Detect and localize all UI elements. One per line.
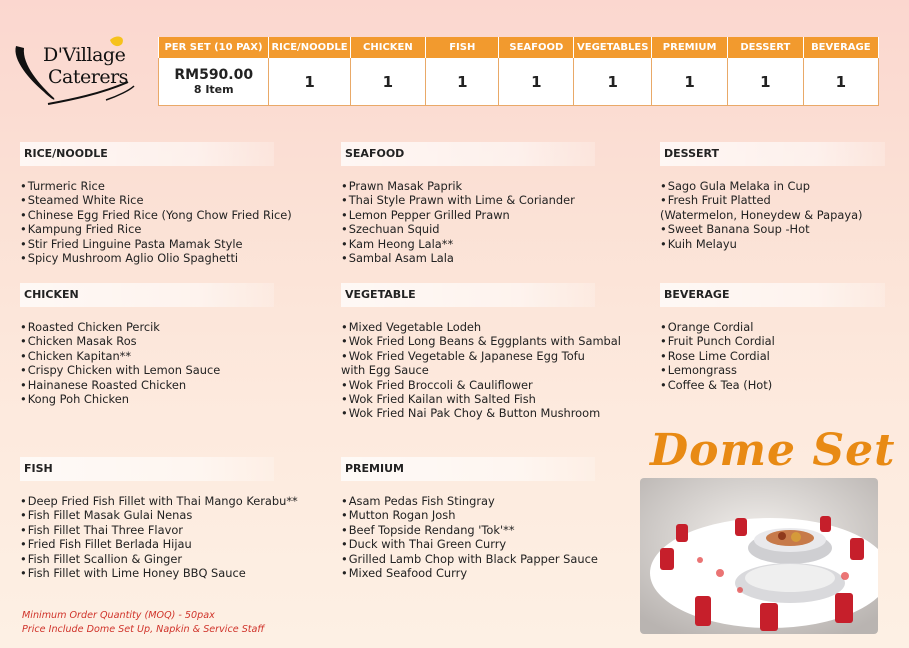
menu-item: • Deep Fried Fish Fillet with Thai Mango Kerabu** (20, 494, 298, 508)
header-premium: PREMIUM (652, 37, 728, 58)
section-vegetable (341, 283, 621, 421)
price-cell (159, 58, 269, 106)
count-beverage: 1 (803, 58, 878, 106)
menu-item: • Duck with Thai Green Curry (341, 537, 598, 551)
count-vegetables: 1 (574, 58, 652, 106)
count-dessert: 1 (728, 58, 804, 106)
menu-list (20, 320, 274, 406)
section-title: PREMIUM (341, 457, 595, 481)
menu-item: • Fish Fillet Masak Gulai Nenas (20, 508, 298, 522)
menu-item: • Lemon Pepper Grilled Prawn (341, 208, 595, 222)
section-title: VEGETABLE (341, 283, 595, 307)
menu-item: • Sago Gula Melaka in Cup (660, 179, 885, 193)
menu-item: • Szechuan Squid (341, 222, 595, 236)
dome-set-title: Dome Set (650, 425, 896, 476)
set-item-count: 8 Item (193, 83, 234, 96)
menu-item: • Wok Fried Nai Pak Choy & Button Mushroom (341, 406, 621, 420)
menu-item: • Wok Fried Long Beans & Eggplants with Sambal (341, 334, 621, 348)
brand-logo (10, 30, 150, 110)
menu-item: • Kong Poh Chicken (20, 392, 274, 406)
menu-list (20, 179, 292, 265)
menu-list (20, 494, 298, 580)
menu-item: • Chicken Masak Ros (20, 334, 274, 348)
price-table-header (159, 37, 879, 58)
menu-item: • Beef Topside Rendang 'Tok'** (341, 523, 598, 537)
price-table (158, 37, 879, 106)
menu-item: • Fried Fish Fillet Berlada Hijau (20, 537, 298, 551)
menu-item: • Steamed White Rice (20, 193, 292, 207)
set-price: RM590.00 (174, 67, 254, 83)
header-per-set: PER SET (10 PAX) (159, 37, 269, 58)
menu-item: • Fish Fillet Scallion & Ginger (20, 552, 298, 566)
menu-item: • Orange Cordial (660, 320, 885, 334)
dome-set-photo (640, 478, 878, 634)
menu-item: • Turmeric Rice (20, 179, 292, 193)
header-chicken: CHICKEN (350, 37, 426, 58)
menu-item: • Mixed Vegetable Lodeh (341, 320, 621, 334)
section-dessert (660, 142, 885, 251)
section-title: CHICKEN (20, 283, 274, 307)
price-include-note: Price Include Dome Set Up, Napkin & Service Staff (22, 624, 265, 635)
menu-item: • Roasted Chicken Percik (20, 320, 274, 334)
section-title: DESSERT (660, 142, 885, 166)
header-fish: FISH (426, 37, 499, 58)
menu-list (660, 179, 885, 251)
section-title: FISH (20, 457, 274, 481)
count-rice-noodle: 1 (269, 58, 350, 106)
header-seafood: SEAFOOD (499, 37, 574, 58)
menu-item: • Fruit Punch Cordial (660, 334, 885, 348)
menu-item: • Stir Fried Linguine Pasta Mamak Style (20, 237, 292, 251)
header-vegetables: VEGETABLES (574, 37, 652, 58)
menu-list (341, 179, 595, 265)
menu-item-continuation: (Watermelon, Honeydew & Papaya) (660, 207, 863, 222)
section-seafood (341, 142, 595, 265)
header-rice-noodle: RICE/NOODLE (269, 37, 350, 58)
section-premium (341, 457, 598, 580)
dome-table-image-icon (640, 478, 878, 634)
menu-item: • Wok Fried Kailan with Salted Fish (341, 392, 621, 406)
menu-item: • Crispy Chicken with Lemon Sauce (20, 363, 274, 377)
menu-item: • Coffee & Tea (Hot) (660, 378, 885, 392)
section-title: RICE/NOODLE (20, 142, 274, 166)
section-chicken (20, 283, 274, 406)
menu-item: • Sweet Banana Soup -Hot (660, 222, 885, 236)
count-seafood: 1 (499, 58, 574, 106)
logo-name-line1: D'Village (43, 44, 126, 66)
count-chicken: 1 (350, 58, 426, 106)
menu-item: • Grilled Lamb Chop with Black Papper Sauce (341, 552, 598, 566)
menu-item: • Fresh Fruit Platted (660, 193, 885, 207)
menu-list (341, 320, 621, 421)
menu-item: • Rose Lime Cordial (660, 349, 885, 363)
menu-item-continuation: with Egg Sauce (341, 363, 429, 378)
section-fish (20, 457, 298, 580)
section-rice-noodle (20, 142, 292, 265)
price-table-row (159, 58, 879, 106)
count-premium: 1 (652, 58, 728, 106)
menu-item: • Thai Style Prawn with Lime & Coriander (341, 193, 595, 207)
section-title: BEVERAGE (660, 283, 885, 307)
header-dessert: DESSERT (728, 37, 804, 58)
menu-item: • Wok Fried Vegetable & Japanese Egg Tofu (341, 349, 621, 363)
menu-item: • Kam Heong Lala** (341, 237, 595, 251)
menu-item: • Sambal Asam Lala (341, 251, 595, 265)
count-fish: 1 (426, 58, 499, 106)
header-beverage: BEVERAGE (803, 37, 878, 58)
menu-item: • Mixed Seafood Curry (341, 566, 598, 580)
menu-item: • Asam Pedas Fish Stingray (341, 494, 598, 508)
logo-name-line2: Caterers (48, 66, 128, 88)
menu-item: • Fish Fillet with Lime Honey BBQ Sauce (20, 566, 298, 580)
section-title: SEAFOOD (341, 142, 595, 166)
menu-list (341, 494, 598, 580)
menu-item: • Lemongrass (660, 363, 885, 377)
menu-item: • Chinese Egg Fried Rice (Yong Chow Fried Rice) (20, 208, 292, 222)
menu-item: • Hainanese Roasted Chicken (20, 378, 274, 392)
menu-item: • Spicy Mushroom Aglio Olio Spaghetti (20, 251, 292, 265)
menu-item: • Fish Fillet Thai Three Flavor (20, 523, 298, 537)
section-beverage (660, 283, 885, 392)
menu-item: • Kampung Fried Rice (20, 222, 292, 236)
menu-item: • Mutton Rogan Josh (341, 508, 598, 522)
moq-note: Minimum Order Quantity (MOQ) - 50pax (22, 610, 215, 621)
footer-notes (22, 609, 264, 637)
menu-item: • Wok Fried Broccoli & Cauliflower (341, 378, 621, 392)
menu-list (660, 320, 885, 392)
menu-item: • Chicken Kapitan** (20, 349, 274, 363)
menu-item: • Kuih Melayu (660, 237, 885, 251)
menu-item: • Prawn Masak Paprik (341, 179, 595, 193)
